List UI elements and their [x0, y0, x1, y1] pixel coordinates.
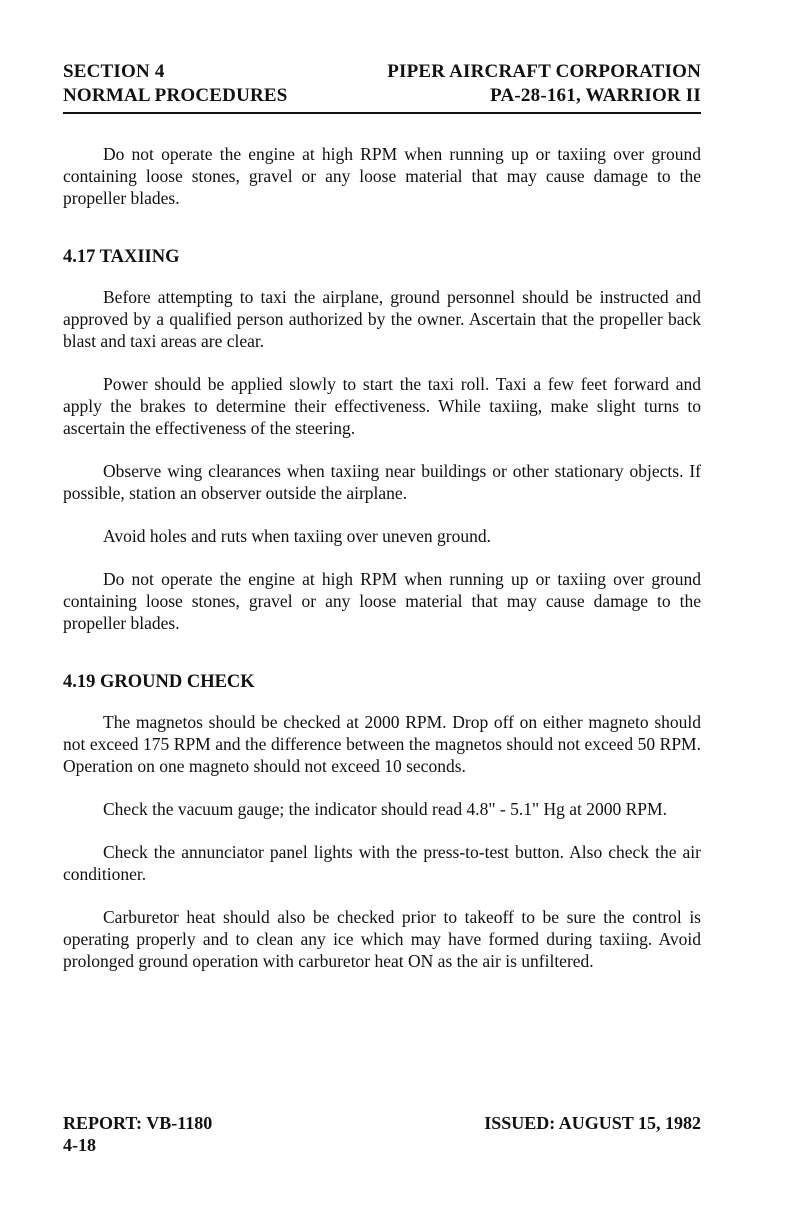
issue-date: ISSUED: AUGUST 15, 1982 — [484, 1113, 701, 1133]
section-number: SECTION 4 — [63, 61, 165, 82]
report-number: REPORT: VB-1180 — [63, 1113, 213, 1133]
ground-check-paragraph-4: Carburetor heat should also be checked prior to takeoff to be sure the control is operating properly and to clean any ice which may have formed during taxiing. Avoid prolonged ground operation with carburetor heat ON as the air is unfiltered. — [63, 907, 701, 971]
taxiing-paragraph-2: Power should be applied slowly to start the taxi roll. Taxi a few feet forward and apply the brakes to determine their effectiveness. While taxiing, make slight turns to ascertain the effectiveness of the steering. — [63, 374, 701, 438]
header-row-2 — [63, 84, 701, 108]
intro-paragraph: Do not operate the engine at high RPM when running up or taxiing over ground containing loose stones, gravel or any loose material that may cause damage to the propeller blades. — [63, 144, 701, 208]
header-row-1 — [63, 60, 701, 84]
page-footer — [63, 1112, 701, 1156]
section-heading-taxiing: 4.17 TAXIING — [63, 247, 180, 267]
ground-check-paragraph-1: The magnetos should be checked at 2000 RPM. Drop off on either magneto should not exceed 175 RPM and the difference between the magnetos should not exceed 50 RPM. Operation on one magneto should not exceed 10 seconds. — [63, 712, 701, 776]
section-heading-ground-check: 4.19 GROUND CHECK — [63, 672, 255, 692]
page-number: 4-18 — [63, 1135, 96, 1155]
ground-check-paragraph-2: Check the vacuum gauge; the indicator should read 4.8" - 5.1" Hg at 2000 RPM. — [103, 799, 667, 819]
taxiing-paragraph-3: Observe wing clearances when taxiing near buildings or other stationary objects. If possible, station an observer outside the airplane. — [63, 461, 701, 503]
taxiing-paragraph-4: Avoid holes and ruts when taxiing over uneven ground. — [103, 526, 491, 546]
document-body — [63, 143, 701, 972]
footer-row — [63, 1112, 701, 1134]
aircraft-model: PA-28-161, WARRIOR II — [490, 85, 701, 106]
section-title: NORMAL PROCEDURES — [63, 85, 288, 106]
ground-check-paragraph-3: Check the annunciator panel lights with the press-to-test button. Also check the air conditioner. — [63, 842, 701, 884]
page-header — [63, 60, 701, 114]
taxiing-paragraph-5: Do not operate the engine at high RPM when running up or taxiing over ground containing loose stones, gravel or any loose material that may cause damage to the propeller blades. — [63, 569, 701, 633]
header-divider — [63, 112, 701, 114]
taxiing-paragraph-1: Before attempting to taxi the airplane, ground personnel should be instructed and approved by a qualified person authorized by the owner. Ascertain that the propeller back blast and taxi areas are clear. — [63, 287, 701, 351]
company-name: PIPER AIRCRAFT CORPORATION — [387, 61, 701, 82]
